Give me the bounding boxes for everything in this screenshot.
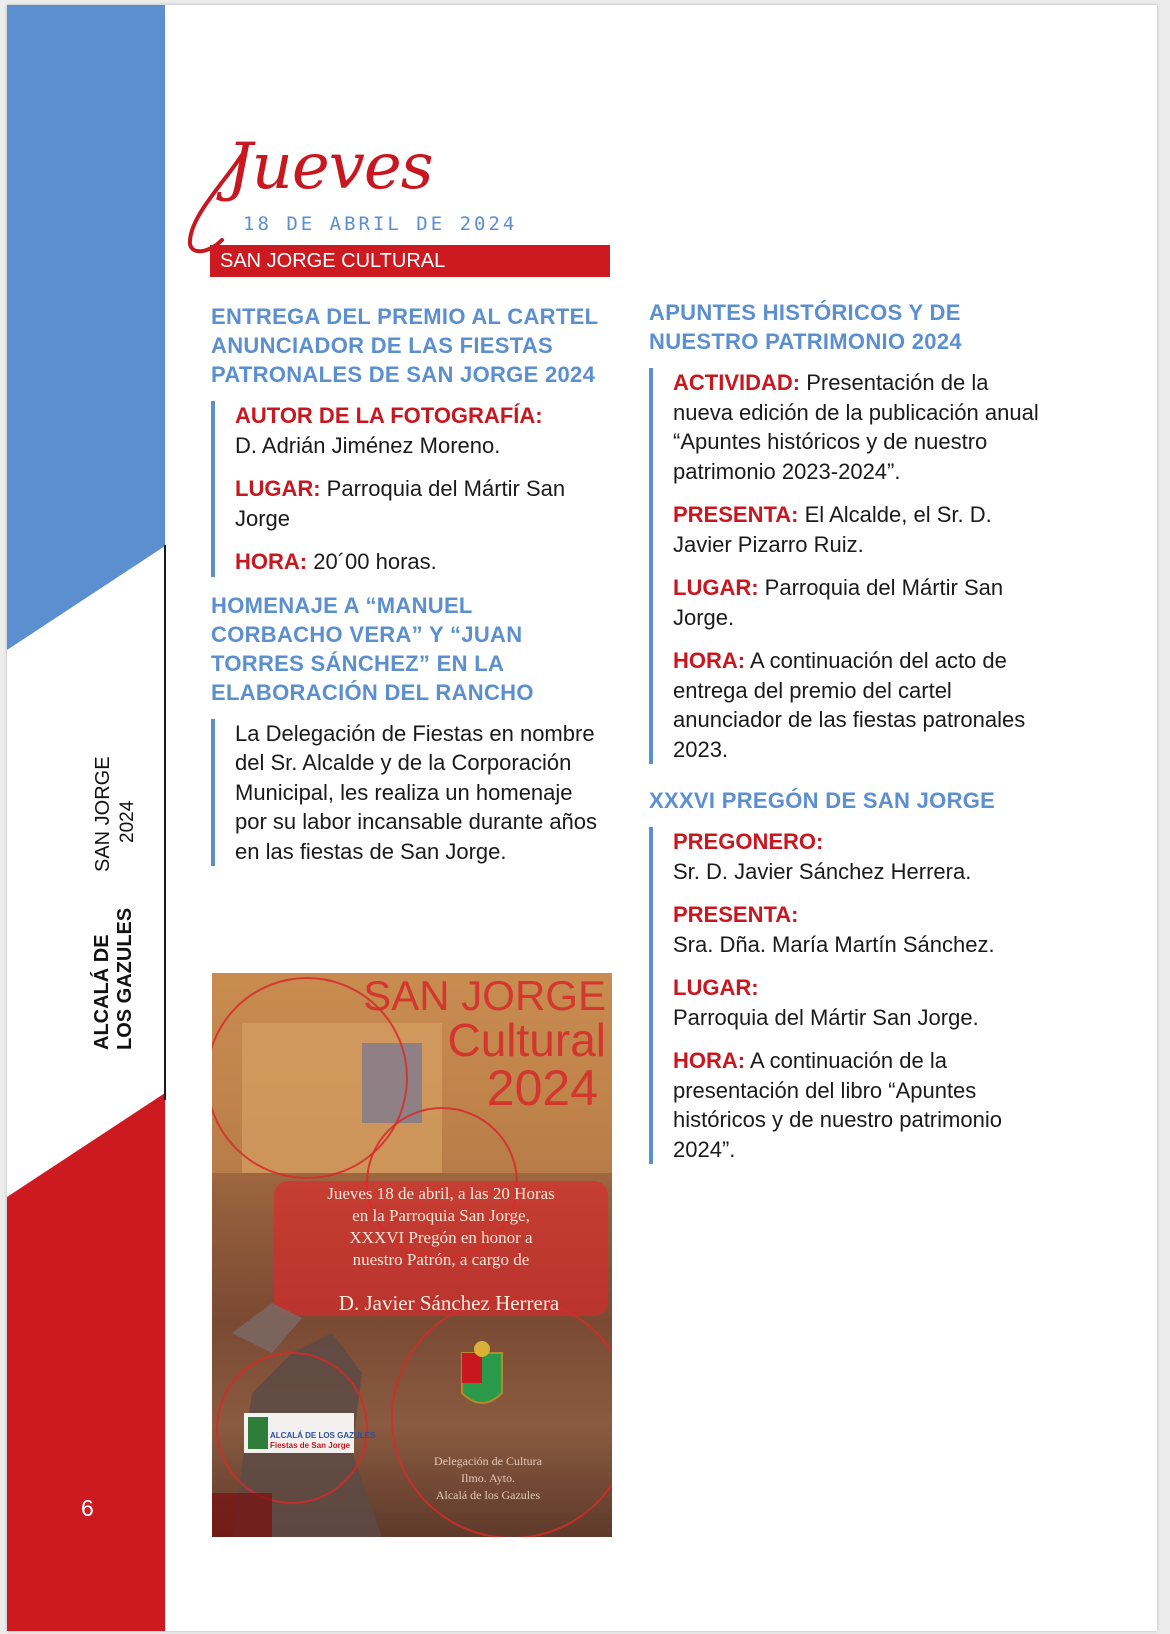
- pregon-time-value: A continuación de la presentación del libro “Apuntes históricos y de nuestro patrimonio 2024”.: [673, 1048, 1002, 1162]
- book-place-label: LUGAR:: [673, 575, 759, 600]
- sidebar-band: [7, 5, 167, 1631]
- section-banner: SAN JORGE CULTURAL: [210, 245, 610, 277]
- poster-line-3: XXXVI Pregón en honor a: [349, 1228, 533, 1247]
- book-time-label: HORA:: [673, 648, 746, 673]
- poster-title-2: Cultural: [447, 1014, 606, 1066]
- book-heading: APUNTES HISTÓRICOS Y DE NUESTRO PATRIMONIO 2024: [649, 300, 962, 354]
- award-heading: ENTREGA DEL PREMIO AL CARTEL ANUNCIADOR DE LAS FIESTAS PATRONALES DE SAN JORGE 2024: [211, 304, 598, 387]
- speaker-value: Sr. D. Javier Sánchez Herrera.: [673, 858, 972, 884]
- author-label: AUTOR DE LA FOTOGRAFÍA:: [235, 403, 543, 428]
- time-value: 20´00 horas.: [313, 549, 437, 574]
- tribute-heading: HOMENAJE A “MANUEL CORBACHO VERA” Y “JUAN TORRES SÁNCHEZ” EN LA ELABORACIÓN DEL RANCHO: [211, 592, 534, 705]
- poster-footer-3: Alcalá de los Gazules: [435, 1488, 541, 1502]
- program-page: [7, 5, 1157, 1631]
- author-value: D. Adrián Jiménez Moreno.: [235, 432, 501, 458]
- book-details: [649, 368, 1049, 764]
- pregon-speaker: [673, 827, 1049, 886]
- sidebar-town-line2: LOS GAZULES: [114, 907, 136, 1050]
- pregon-presenter-value: Sra. Dña. María Martín Sánchez.: [673, 931, 995, 957]
- left-column: [211, 302, 601, 880]
- pregon-heading: XXXVI PREGÓN DE SAN JORGE: [649, 788, 996, 813]
- right-column: [649, 298, 1049, 1178]
- poster-line-1: Jueves 18 de abril, a las 20 Horas: [327, 1184, 555, 1203]
- book-time: [673, 646, 1049, 764]
- date-line: 18 DE ABRIL DE 2024: [243, 213, 518, 235]
- presenter-label: PRESENTA:: [673, 502, 799, 527]
- activity-value: Presentación de la nueva edición de la publicación anual “Apuntes históricos y de nuestro patrimonio 2023-2024”.: [673, 370, 1039, 484]
- event-poster: [212, 973, 612, 1537]
- poster-speaker-name: D. Javier Sánchez Herrera: [338, 1291, 560, 1315]
- pregon-details: [649, 827, 1049, 1164]
- book-place: [673, 573, 1049, 632]
- day-title: Jueves: [227, 130, 433, 204]
- tribute-text: La Delegación de Fiestas en nombre del Sr. Alcalde y de la Corporación Municipal, les realiza un homenaje por su labor incansable durante años en las fiestas de San Jorge.: [235, 720, 598, 864]
- tribute-details: [211, 719, 601, 867]
- poster-announcement: [276, 1183, 606, 1271]
- page-number: 6: [81, 1495, 94, 1521]
- pregon-time-label: HORA:: [673, 1048, 746, 1073]
- poster-logo-line-2: Fiestas de San Jorge: [270, 1441, 351, 1450]
- pregon-place-value: Parroquia del Mártir San Jorge.: [673, 1004, 979, 1030]
- activity-label: ACTIVIDAD:: [673, 370, 801, 395]
- poster-title-1: SAN JORGE: [363, 973, 606, 1019]
- poster-line-4: nuestro Patrón, a cargo de: [352, 1250, 530, 1269]
- award-author: [235, 401, 601, 460]
- pregon-time: [673, 1046, 1049, 1164]
- book-activity: [673, 368, 1049, 486]
- poster-line-2: en la Parroquia San Jorge,: [352, 1206, 530, 1225]
- pregon-presenter-label: PRESENTA:: [673, 902, 799, 927]
- poster-title-3: 2024: [486, 1060, 598, 1116]
- sidebar-divider: [164, 545, 166, 1100]
- book-time-value: A continuación del acto de entrega del premio del cartel anunciador de las fiestas patronales 2023.: [673, 648, 1026, 762]
- place-value: Parroquia del Mártir San Jorge: [235, 476, 566, 531]
- poster-footer-1: Delegación de Cultura: [434, 1454, 542, 1468]
- book-place-value: Parroquia del Mártir San Jorge.: [673, 575, 1004, 630]
- poster-footer: [418, 1453, 558, 1504]
- award-place: [235, 474, 601, 533]
- book-presenter: [673, 500, 1049, 559]
- sidebar-town-line1: ALCALÁ DE: [91, 934, 113, 1050]
- sidebar-year: 2024: [117, 800, 138, 843]
- pregon-place-label: LUGAR:: [673, 975, 759, 1000]
- time-label: HORA:: [235, 549, 308, 574]
- pregon-place: [673, 973, 1049, 1032]
- speaker-label: PREGONERO:: [673, 829, 824, 854]
- poster-footer-2: Ilmo. Ayto.: [461, 1471, 515, 1485]
- pregon-presenter: [673, 900, 1049, 959]
- presenter-value: El Alcalde, el Sr. D. Javier Pizarro Ruiz.: [673, 502, 992, 557]
- poster-logo: [270, 1431, 375, 1451]
- sidebar-title: SAN JORGE: [92, 756, 114, 872]
- place-label: LUGAR:: [235, 476, 321, 501]
- award-time: [235, 547, 601, 577]
- poster-logo-line-1: ALCALÁ DE LOS GAZULES: [270, 1431, 376, 1440]
- award-details: [211, 401, 601, 577]
